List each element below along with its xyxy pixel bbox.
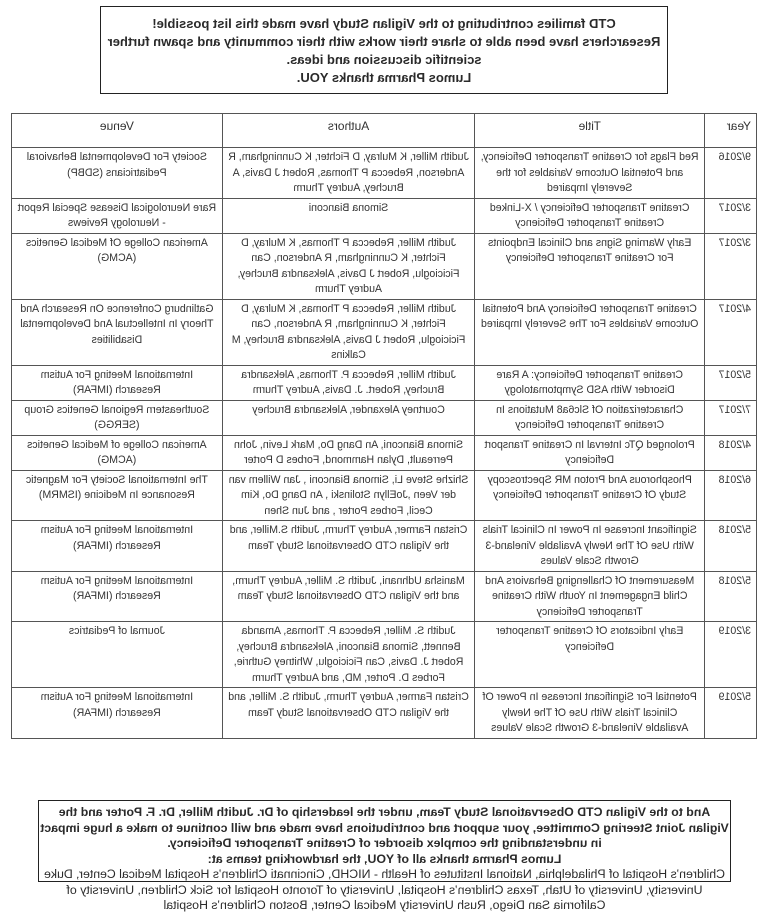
table-row xyxy=(12,435,757,470)
cell-venue: International Meeting For Autism Research (IMFAR) xyxy=(12,521,223,572)
cell-title: Creatine Transporter Deficiency And Potential Outcome Variables For The Severely Impaired xyxy=(475,299,705,365)
cell-title: Potential For Significant Increase In Power Of Clinical Trials With Use Of The Newly Available Vineland-3 Growth Scale Values xyxy=(475,688,705,739)
header-year: Year xyxy=(705,114,757,148)
cell-authors: Manisha Udhnani, Judith S. Miller, Audrey Thurm, and the Vigilan CTD Observational Study Team xyxy=(222,571,475,622)
table-row xyxy=(12,400,757,435)
publications-table xyxy=(11,113,757,739)
cell-year: 4/2017 xyxy=(705,299,757,365)
cell-venue: Journal of Pediatrics xyxy=(12,622,223,688)
header-authors: Authors xyxy=(222,114,475,148)
table-row xyxy=(12,622,757,688)
cell-authors: Simona Bianconi, An Dang Do, Mark Levin, John Perreault, Dylan Hammond, Forbes D Porter xyxy=(222,435,475,470)
cell-year: 7/2017 xyxy=(705,400,757,435)
cell-title: Phosphorous And Proton MR Spectroscopy Study Of Creatine Transporter Deficiency xyxy=(475,470,705,521)
cell-authors: Judith Miller, Rebecca P Thomas, K Mulray, D Fichter, K Cunningham, R Anderson, Can Ficicioglu, Robert J Davis, Aleksandra Bruchey, Audrey Thurm xyxy=(222,233,475,299)
cell-title: Measurement Of Challenging Behaviors And Child Engagement In Youth With Creatine Transporter Deficiency xyxy=(475,571,705,622)
cell-title: Significant Increase In Power In Clinical Trials With Use Of The Newly Available Vineland-3 Growth Scale Values xyxy=(475,521,705,572)
cell-year: 3/2017 xyxy=(705,233,757,299)
cell-authors: Courtney Alexander, Aleksandra Bruchey xyxy=(222,400,475,435)
table-row xyxy=(12,571,757,622)
cell-venue: International Meeting For Autism Research (IMFAR) xyxy=(12,571,223,622)
cell-year: 5/2018 xyxy=(705,571,757,622)
table-row xyxy=(12,365,757,400)
intro-line: CTD families contributing to the Vigilan Study have made this list possible! xyxy=(152,16,616,31)
cell-title: Early Warning Signs and Clinical Endpoints For Creatine Transporter Deficiency xyxy=(475,233,705,299)
table-row xyxy=(12,688,757,739)
cell-title: Creatine Transporter Deficiency / X-Linked Creatine Transporter Deficiency xyxy=(475,198,705,233)
cell-title: Prolonged QTc Interval In Creatine Transport Deficiency xyxy=(475,435,705,470)
header-venue: Venue xyxy=(12,114,223,148)
intro-notice xyxy=(100,6,668,94)
cell-venue: Rare Neurological Disease Special Report - Neurology Reviews xyxy=(12,198,223,233)
table-row xyxy=(12,198,757,233)
cell-year: 6/2018 xyxy=(705,470,757,521)
table-row xyxy=(12,299,757,365)
cell-year: 5/2019 xyxy=(705,688,757,739)
table-row xyxy=(12,148,757,199)
table-row xyxy=(12,233,757,299)
hospital-list: Children’s Hospital of Philadelphia, National Institutes of Health - NICHD, Cincinnati Children’s Hospital Medical Center, Duke University, University of Utah, Texas Children’s Hospital, University of Toronto Hospital for Sick Children, University of California San Diego, Rush University Medical Center, Boston Children’s Hospital xyxy=(44,867,725,912)
cell-authors: Judith S. Miller, Rebecca P. Thomas, Amanda Bennett, Simona Bianconi, Aleksandra Bruchey, Robert J. Davis, Can Ficicioglu, Whitney Guthrie, Forbes D. Porter, MD, and Audrey Thurm xyxy=(222,622,475,688)
cell-authors: Judith Miller, Rebecca P Thomas, K Mulray, D Fichter, K Cunningham, R Anderson, Can Ficicioglu, Robert J Davis, Aleksandra Bruchey, M Calkins xyxy=(222,299,475,365)
acknowledgement-text: And to the Vigilan CTD Observational Study Team, under the leadership of Dr. Judith Miller, Dr. F. Porter and the Vigilan Joint Steering Committee, your support and contributions have made and will continue to make a huge impact in understanding the complex disorder of Creatine Transporter Deficiency. xyxy=(40,805,729,850)
cell-year: 5/2017 xyxy=(705,365,757,400)
intro-line: Researchers have been able to share their works with their community and spawn further scientific discussion and ideas. xyxy=(107,34,661,67)
intro-line: Lumos Pharma thanks YOU. xyxy=(296,70,472,85)
cell-venue: Society For Developmental Behavioral Pediatricians (SDBP) xyxy=(12,148,223,199)
cell-venue: International Meeting For Autism Research (IMFAR) xyxy=(12,688,223,739)
cell-title: Creatine Transporter Deficiency: A Rare Disorder With ASD Symptomatology xyxy=(475,365,705,400)
cell-year: 9/2016 xyxy=(705,148,757,199)
table-header-row xyxy=(12,114,757,148)
cell-year: 3/2017 xyxy=(705,198,757,233)
thanks-line: Lumos Pharma thanks all of YOU, the hardworking teams at: xyxy=(207,851,562,866)
cell-venue: Southeastern Regional Genetics Group (SERGG) xyxy=(12,400,223,435)
cell-venue: American College of Medical Genetics (ACMG) xyxy=(12,435,223,470)
cell-venue: The International Society For Magnetic Resonance In Medicine (ISMRM) xyxy=(12,470,223,521)
cell-year: 4/2018 xyxy=(705,435,757,470)
cell-authors: Cristan Farmer, Audrey Thurm, Judith S.Miller, and the Vigilan CTD Observational Study Team xyxy=(222,521,475,572)
cell-authors: Judith Miller, K Mulray, D Fichter, K Cunningham, R Anderson, Rebecca P Thomas, Robert J Davis, A Bruchey, Audrey Thurm xyxy=(222,148,475,199)
cell-authors: Judith Miller, Rebecca P. Thomas, Aleksandra Bruchey, Robert. J. Davis, Audrey Thurm xyxy=(222,365,475,400)
header-title: Title xyxy=(475,114,705,148)
cell-title: Characterization Of Slc6a8 Mutations In Creatine Transporter Deficiency xyxy=(475,400,705,435)
acknowledgement-notice xyxy=(38,800,731,912)
cell-year: 3/2019 xyxy=(705,622,757,688)
cell-authors: Simona Bianconi xyxy=(222,198,475,233)
table-row xyxy=(12,470,757,521)
cell-authors: Cristan Farmer, Audrey Thurm, Judith S. Miller, and the Vigilan CTD Observational Study Team xyxy=(222,688,475,739)
cell-title: Red Flags for Creatine Transporter Deficiency, and Potential Outcome Variables for the Severely Impaired xyxy=(475,148,705,199)
table-row xyxy=(12,521,757,572)
cell-title: Early Indicators Of Creatine Transporter Deficiency xyxy=(475,622,705,688)
cell-venue: International Meeting For Autism Research (IMFAR) xyxy=(12,365,223,400)
cell-authors: Shizhe Steve Li, Simona Bianconi , Jan Willem van der Veen ,JoEllyn Stolinski , An Dang Do, Kim Cecil, Forbes Porter , and Jun Shen xyxy=(222,470,475,521)
cell-venue: Gatlinburg Conference On Research And Theory In Intellectual And Developmental Disabilities xyxy=(12,299,223,365)
cell-venue: American College Of Medical Genetics (ACMG) xyxy=(12,233,223,299)
cell-year: 5/2018 xyxy=(705,521,757,572)
